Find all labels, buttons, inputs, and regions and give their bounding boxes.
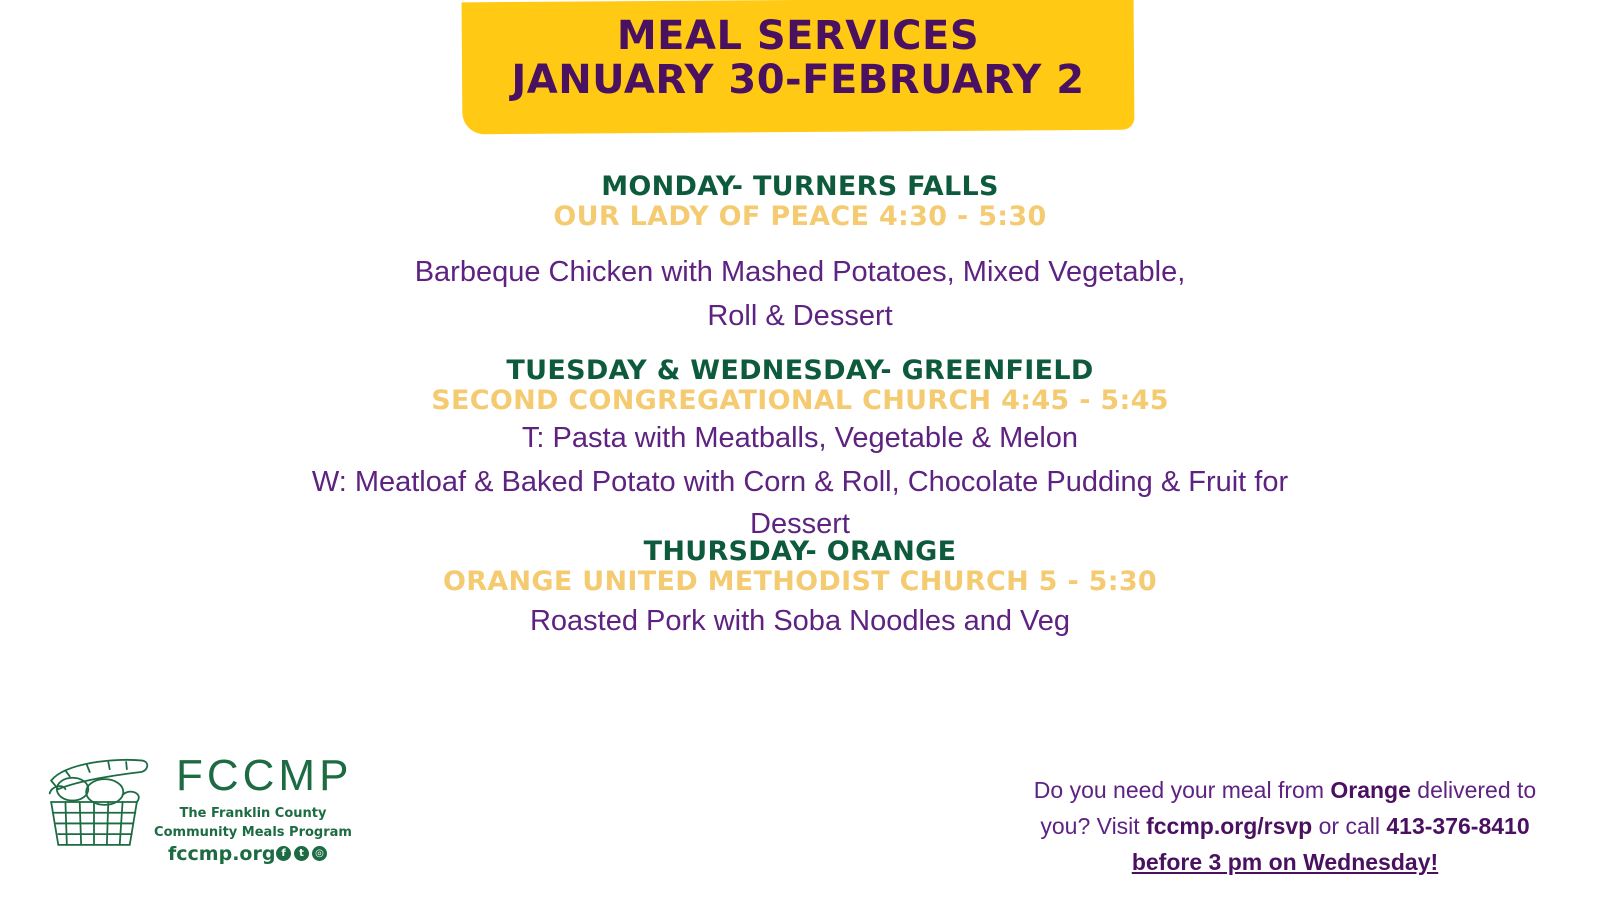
- menu-line: Roll & Dessert: [707, 300, 893, 332]
- cta-deadline: before 3 pm on Wednesday!: [1131, 849, 1439, 875]
- day-heading: THURSDAY- ORANGE: [643, 536, 957, 567]
- page-title: [462, 14, 1134, 102]
- logo-subtitle-line: The Franklin County: [179, 806, 327, 821]
- cta-text: delivered to you? Visit: [1040, 777, 1537, 839]
- cta-text: or call: [1312, 813, 1387, 839]
- cta-town: Orange: [1330, 777, 1411, 803]
- rsvp-link[interactable]: fccmp.org/rsvp: [1146, 813, 1313, 839]
- venue-time: OUR LADY OF PEACE 4:30 - 5:30: [553, 201, 1047, 232]
- logo-subtitle: [148, 804, 358, 842]
- facebook-icon[interactable]: f: [276, 846, 291, 861]
- title-line-2: JANUARY 30-FEBRUARY 2: [511, 57, 1085, 103]
- menu-line: Dessert: [750, 508, 850, 540]
- phone-number[interactable]: 413-376-8410: [1386, 813, 1530, 839]
- logo-url[interactable]: fccmp.org: [168, 843, 276, 865]
- venue-time: ORANGE UNITED METHODIST CHURCH 5 - 5:30: [442, 566, 1158, 597]
- instagram-icon[interactable]: ◎: [312, 846, 327, 861]
- menu-line: W: Meatloaf & Baked Potato with Corn & Roll, Chocolate Pudding & Fruit for: [311, 466, 1289, 498]
- logo-title: FCCMP: [176, 751, 353, 800]
- day-heading: TUESDAY & WEDNESDAY- GREENFIELD: [506, 355, 1094, 386]
- title-line-1: MEAL SERVICES: [616, 13, 980, 59]
- menu-line: Roasted Pork with Soba Noodles and Veg: [529, 605, 1071, 637]
- social-icons: [276, 846, 327, 861]
- cta-text: Do you need your meal from: [1033, 777, 1331, 803]
- delivery-callout: [1010, 772, 1560, 880]
- schedule-thursday: [200, 537, 1400, 643]
- logo-subtitle-line: Community Meals Program: [154, 825, 352, 840]
- schedule-monday: [200, 172, 1400, 338]
- menu-line: T: Pasta with Meatballs, Vegetable & Melon: [521, 422, 1079, 454]
- schedule-tuesday-wednesday: [200, 356, 1400, 544]
- menu-line: Barbeque Chicken with Mashed Potatoes, Mixed Vegetable,: [414, 256, 1186, 288]
- venue-time: SECOND CONGREGATIONAL CHURCH 4:45 - 5:45: [431, 385, 1169, 416]
- day-heading: MONDAY- TURNERS FALLS: [601, 171, 999, 202]
- twitter-icon[interactable]: t: [294, 846, 309, 861]
